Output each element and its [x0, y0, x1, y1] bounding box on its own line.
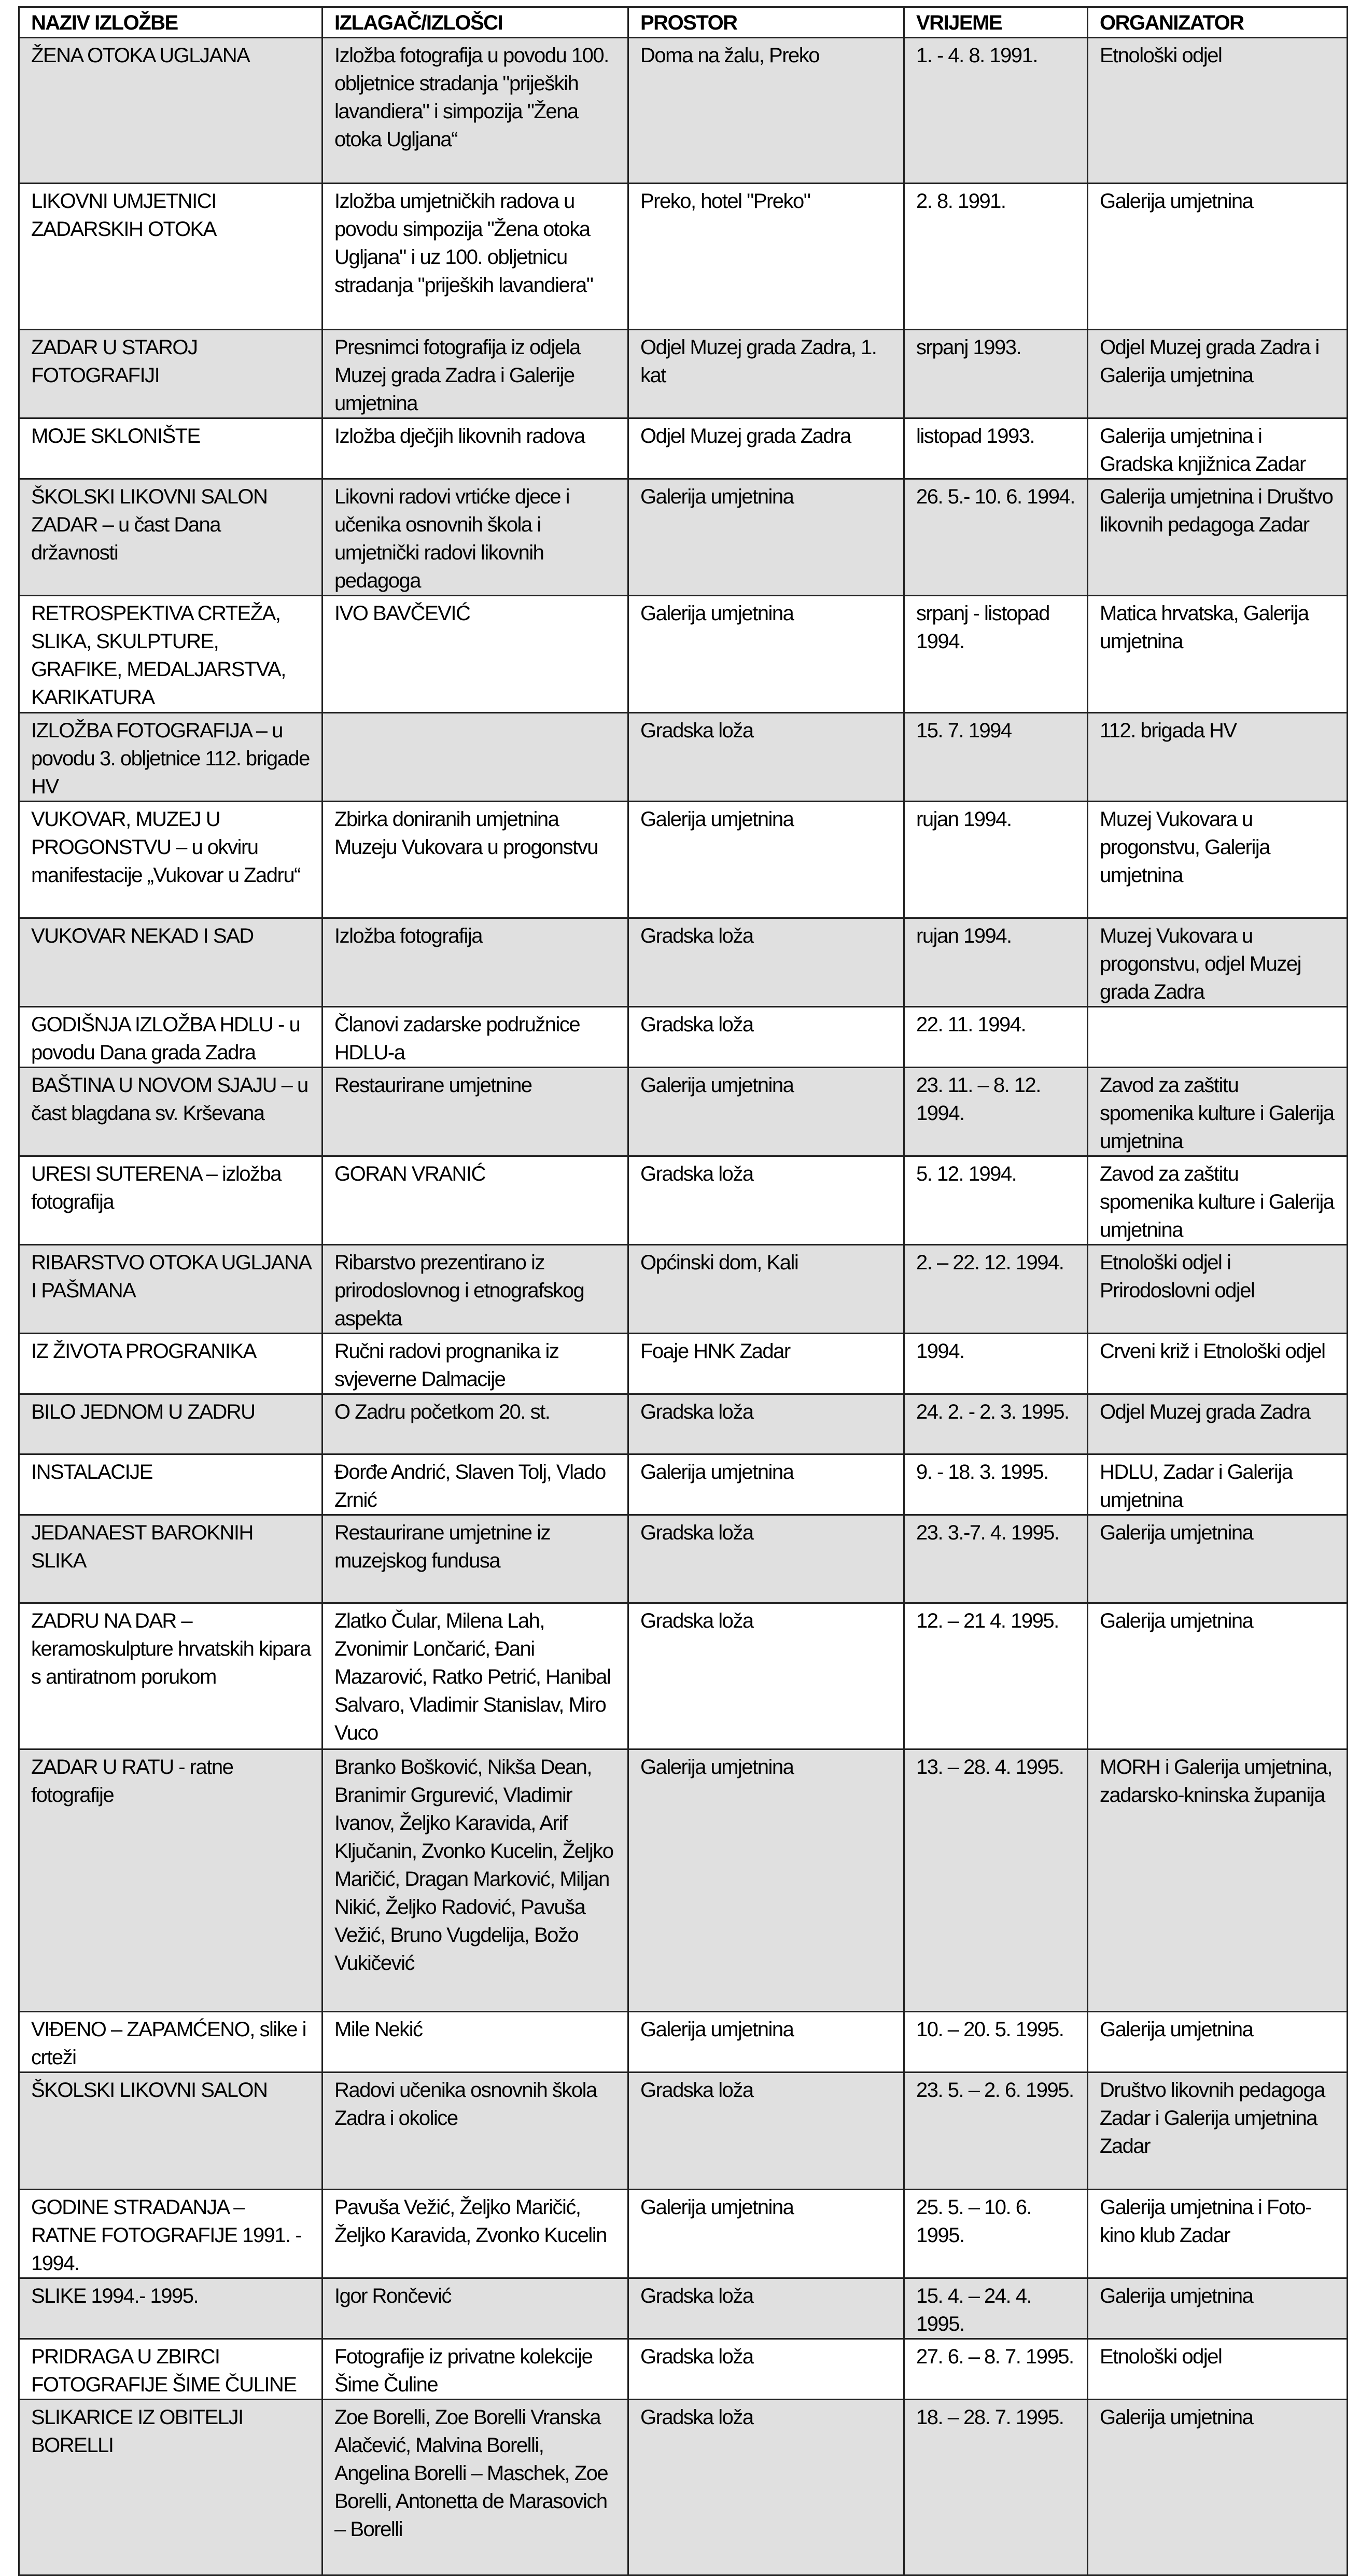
- cell-text: 24. 2. - 2. 3. 1995.: [916, 1401, 1069, 1423]
- cell-naziv: [19, 2400, 323, 2575]
- cell-text: Gradska loža: [640, 1521, 753, 1544]
- cell-text: Muzej Vukovara u progonstvu, odjel Muzej grada Zadra: [1100, 925, 1301, 1003]
- cell-prostor: [628, 418, 904, 479]
- header-organizator: ORGANIZATOR: [1088, 7, 1348, 38]
- cell-izlagac: [323, 713, 628, 802]
- cell-izlagac: [323, 1156, 628, 1245]
- cell-organizator: [1088, 2190, 1348, 2278]
- cell-vrijeme: [904, 184, 1088, 330]
- cell-naziv: [19, 2012, 323, 2073]
- cell-izlagac: [323, 2339, 628, 2400]
- cell-text: Galerija umjetnina: [1100, 1521, 1253, 1544]
- cell-prostor: [628, 1245, 904, 1334]
- cell-text: IZ ŽIVOTA PROGRANIKA: [31, 1340, 256, 1363]
- cell-vrijeme: [904, 1245, 1088, 1334]
- cell-organizator: [1088, 1603, 1348, 1749]
- cell-text: Općinski dom, Kali: [640, 1251, 798, 1274]
- cell-prostor: [628, 2073, 904, 2190]
- header-naziv-izlozbe: NAZIV IZLOŽBE: [19, 7, 323, 38]
- table-row: [19, 330, 1348, 418]
- cell-vrijeme: [904, 2339, 1088, 2400]
- cell-text: ZADAR U RATU - ratne fotografije: [31, 1756, 233, 1807]
- header-izlagac-izlosci: IZLAGAČ/IZLOŠCI: [323, 7, 628, 38]
- cell-text: Izložba fotografija u povodu 100. obljetnice stradanja "prijeških lavandiera" i simpozija "Žena otoka Ugljana“: [334, 44, 609, 151]
- table-row: [19, 1749, 1348, 2012]
- cell-text: INSTALACIJE: [31, 1461, 152, 1483]
- cell-text: Restaurirane umjetnine iz muzejskog fundusa: [334, 1521, 551, 1572]
- cell-text: Gradska loža: [640, 2079, 753, 2102]
- cell-naziv: [19, 918, 323, 1007]
- cell-prostor: [628, 1334, 904, 1394]
- cell-text: 18. – 28. 7. 1995.: [916, 2406, 1064, 2429]
- table-row: [19, 184, 1348, 330]
- cell-vrijeme: [904, 1156, 1088, 1245]
- cell-text: GODIŠNJA IZLOŽBA HDLU - u povodu Dana grada Zadra: [31, 1013, 300, 1064]
- cell-prostor: [628, 184, 904, 330]
- cell-vrijeme: [904, 802, 1088, 918]
- cell-text: Galerija umjetnina i Foto-kino klub Zadar: [1100, 2196, 1311, 2247]
- cell-text: Galerija umjetnina: [640, 602, 794, 625]
- cell-izlagac: [323, 1454, 628, 1515]
- cell-text: Radovi učenika osnovnih škola Zadra i okolice: [334, 2079, 597, 2130]
- cell-vrijeme: [904, 1454, 1088, 1515]
- cell-text: 27. 6. – 8. 7. 1995.: [916, 2345, 1074, 2368]
- cell-vrijeme: [904, 479, 1088, 596]
- cell-naziv: [19, 596, 323, 713]
- cell-text: 23. 5. – 2. 6. 1995.: [916, 2079, 1074, 2102]
- cell-text: Gradska loža: [640, 1163, 753, 1185]
- cell-naziv: [19, 2278, 323, 2339]
- cell-izlagac: [323, 2190, 628, 2278]
- cell-text: VIĐENO – ZAPAMĆENO, slike i crteži: [31, 2018, 306, 2069]
- cell-izlagac: [323, 479, 628, 596]
- cell-organizator: [1088, 479, 1348, 596]
- cell-text: Doma na žalu, Preko: [640, 44, 820, 67]
- table-row: [19, 2190, 1348, 2278]
- cell-text: MORH i Galerija umjetnina, zadarsko-kninska županija: [1100, 1756, 1332, 1807]
- table-row: [19, 2073, 1348, 2190]
- cell-text: 2. 8. 1991.: [916, 190, 1006, 213]
- cell-text: RETROSPEKTIVA CRTEŽA, SLIKA, SKULPTURE, GRAFIKE, MEDALJARSTVA, KARIKATURA: [31, 602, 286, 709]
- cell-text: Galerija umjetnina: [1100, 1609, 1253, 1632]
- cell-organizator: [1088, 596, 1348, 713]
- cell-text: GODINE STRADANJA – RATNE FOTOGRAFIJE 1991. - 1994.: [31, 2196, 302, 2275]
- cell-vrijeme: [904, 713, 1088, 802]
- cell-prostor: [628, 479, 904, 596]
- cell-izlagac: [323, 1068, 628, 1156]
- cell-organizator: [1088, 418, 1348, 479]
- cell-prostor: [628, 1156, 904, 1245]
- table-row: [19, 418, 1348, 479]
- cell-vrijeme: [904, 2278, 1088, 2339]
- table-row: [19, 38, 1348, 184]
- cell-text: Gradska loža: [640, 2285, 753, 2307]
- cell-text: Gradska loža: [640, 1609, 753, 1632]
- cell-text: 26. 5.- 10. 6. 1994.: [916, 485, 1075, 508]
- cell-prostor: [628, 1749, 904, 2012]
- table-row: [19, 2012, 1348, 2073]
- cell-prostor: [628, 2012, 904, 2073]
- cell-text: 1. - 4. 8. 1991.: [916, 44, 1037, 67]
- cell-organizator: [1088, 1007, 1348, 1068]
- cell-organizator: [1088, 918, 1348, 1007]
- cell-prostor: [628, 596, 904, 713]
- cell-text: 10. – 20. 5. 1995.: [916, 2018, 1064, 2041]
- cell-organizator: [1088, 2400, 1348, 2575]
- cell-text: ZADRU NA DAR – keramoskulpture hrvatskih kipara s antiratnom porukom: [31, 1609, 311, 1688]
- cell-vrijeme: [904, 1007, 1088, 1068]
- cell-naziv: [19, 184, 323, 330]
- cell-naziv: [19, 2073, 323, 2190]
- cell-text: JEDANAEST BAROKNIH SLIKA: [31, 1521, 253, 1572]
- cell-text: Galerija umjetnina: [640, 1074, 794, 1097]
- cell-naziv: [19, 1454, 323, 1515]
- cell-text: Odjel Muzej grada Zadra, 1. kat: [640, 336, 877, 387]
- cell-text: RIBARSTVO OTOKA UGLJANA I PAŠMANA: [31, 1251, 311, 1302]
- cell-text: 12. – 21 4. 1995.: [916, 1609, 1059, 1632]
- cell-text: Presnimci fotografija iz odjela Muzej grada Zadra i Galerije umjetnina: [334, 336, 580, 415]
- cell-izlagac: [323, 1245, 628, 1334]
- cell-vrijeme: [904, 418, 1088, 479]
- cell-text: Galerija umjetnina i Gradska knjižnica Zadar: [1100, 425, 1306, 475]
- cell-text: rujan 1994.: [916, 808, 1012, 831]
- cell-text: URESI SUTERENA – izložba fotografija: [31, 1163, 281, 1213]
- cell-text: MOJE SKLONIŠTE: [31, 425, 200, 447]
- table-row: [19, 1007, 1348, 1068]
- cell-vrijeme: [904, 1603, 1088, 1749]
- cell-text: Zoe Borelli, Zoe Borelli Vranska Alačević, Malvina Borelli, Angelina Borelli – Maschek, Zoe Borelli, Antonetta de Marasovich – Borelli: [334, 2406, 608, 2541]
- cell-text: Etnološki odjel i Prirodoslovni odjel: [1100, 1251, 1255, 1302]
- cell-text: HDLU, Zadar i Galerija umjetnina: [1100, 1461, 1293, 1511]
- table-row: [19, 1156, 1348, 1245]
- cell-organizator: [1088, 1749, 1348, 2012]
- cell-organizator: [1088, 2073, 1348, 2190]
- cell-organizator: [1088, 1394, 1348, 1454]
- cell-izlagac: [323, 1394, 628, 1454]
- table-row: [19, 1454, 1348, 1515]
- cell-text: Odjel Muzej grada Zadra: [640, 425, 851, 447]
- table-row: [19, 2339, 1348, 2400]
- cell-text: Društvo likovnih pedagoga Zadar i Galerija umjetnina Zadar: [1100, 2079, 1325, 2158]
- cell-izlagac: [323, 184, 628, 330]
- cell-text: Etnološki odjel: [1100, 44, 1222, 67]
- cell-naziv: [19, 1156, 323, 1245]
- cell-organizator: [1088, 2278, 1348, 2339]
- cell-naziv: [19, 1334, 323, 1394]
- cell-text: Galerija umjetnina: [640, 2196, 794, 2219]
- cell-prostor: [628, 713, 904, 802]
- table-header-row: [19, 7, 1348, 38]
- cell-prostor: [628, 802, 904, 918]
- table-row: [19, 2400, 1348, 2575]
- cell-izlagac: [323, 1007, 628, 1068]
- header-prostor: PROSTOR: [628, 7, 904, 38]
- cell-izlagac: [323, 418, 628, 479]
- cell-text: Galerija umjetnina: [1100, 2018, 1253, 2041]
- cell-text: Odjel Muzej grada Zadra i Galerija umjetnina: [1100, 336, 1319, 387]
- cell-text: Mile Nekić: [334, 2018, 423, 2041]
- cell-text: Gradska loža: [640, 2406, 753, 2429]
- cell-text: Gradska loža: [640, 1013, 753, 1036]
- table-row: [19, 1334, 1348, 1394]
- cell-text: srpanj 1993.: [916, 336, 1021, 359]
- table-row: [19, 479, 1348, 596]
- cell-text: Matica hrvatska, Galerija umjetnina: [1100, 602, 1309, 653]
- cell-naziv: [19, 2339, 323, 2400]
- cell-text: Fotografije iz privatne kolekcije Šime Čuline: [334, 2345, 593, 2396]
- cell-text: 25. 5. – 10. 6. 1995.: [916, 2196, 1032, 2247]
- cell-izlagac: [323, 1603, 628, 1749]
- cell-text: Galerija umjetnina: [1100, 190, 1253, 213]
- cell-text: 15. 7. 1994: [916, 719, 1012, 742]
- cell-text: 112. brigada HV: [1100, 719, 1237, 742]
- cell-text: Zavod za zaštitu spomenika kulture i Galerija umjetnina: [1100, 1074, 1334, 1153]
- cell-naziv: [19, 1068, 323, 1156]
- cell-text: Crveni križ i Etnološki odjel: [1100, 1340, 1325, 1363]
- cell-text: Zavod za zaštitu spomenika kulture i Galerija umjetnina: [1100, 1163, 1334, 1241]
- cell-text: Zlatko Čular, Milena Lah, Zvonimir Lončarić, Đani Mazarović, Ratko Petrić, Hanibal Salvaro, Vladimir Stanislav, Miro Vuco: [334, 1609, 611, 1744]
- cell-izlagac: [323, 2012, 628, 2073]
- cell-naziv: [19, 479, 323, 596]
- cell-text: Ribarstvo prezentirano iz prirodoslovnog i etnografskog aspekta: [334, 1251, 584, 1330]
- cell-text: 23. 11. – 8. 12. 1994.: [916, 1074, 1041, 1125]
- cell-text: Gradska loža: [640, 2345, 753, 2368]
- cell-vrijeme: [904, 1394, 1088, 1454]
- cell-vrijeme: [904, 1068, 1088, 1156]
- cell-text: VUKOVAR NEKAD I SAD: [31, 925, 254, 947]
- cell-text: LIKOVNI UMJETNICI ZADARSKIH OTOKA: [31, 190, 216, 241]
- cell-prostor: [628, 2190, 904, 2278]
- cell-text: Galerija umjetnina: [1100, 2406, 1253, 2429]
- cell-organizator: [1088, 802, 1348, 918]
- cell-text: Izložba umjetničkih radova u povodu simpozija "Žena otoka Ugljana" i uz 100. obljetnicu stradanja "prijeških lavandiera": [334, 190, 593, 297]
- cell-naziv: [19, 802, 323, 918]
- cell-text: IZLOŽBA FOTOGRAFIJA – u povodu 3. obljetnice 112. brigade HV: [31, 719, 310, 798]
- cell-text: BAŠTINA U NOVOM SJAJU – u čast blagdana sv. Krševana: [31, 1074, 308, 1125]
- cell-text: Galerija umjetnina: [1100, 2285, 1253, 2307]
- cell-prostor: [628, 2278, 904, 2339]
- cell-prostor: [628, 1454, 904, 1515]
- table-row: [19, 918, 1348, 1007]
- cell-izlagac: [323, 2073, 628, 2190]
- cell-izlagac: [323, 802, 628, 918]
- cell-text: Igor Rončević: [334, 2285, 452, 2307]
- cell-organizator: [1088, 38, 1348, 184]
- cell-text: 23. 3.-7. 4. 1995.: [916, 1521, 1059, 1544]
- cell-izlagac: [323, 2278, 628, 2339]
- cell-izlagac: [323, 1749, 628, 2012]
- cell-naziv: [19, 330, 323, 418]
- cell-organizator: [1088, 2339, 1348, 2400]
- cell-naziv: [19, 1394, 323, 1454]
- cell-organizator: [1088, 330, 1348, 418]
- cell-organizator: [1088, 1156, 1348, 1245]
- cell-prostor: [628, 1394, 904, 1454]
- cell-text: Muzej Vukovara u progonstvu, Galerija umjetnina: [1100, 808, 1270, 887]
- cell-text: Izložba dječjih likovnih radova: [334, 425, 585, 447]
- table-row: [19, 1603, 1348, 1749]
- cell-izlagac: [323, 1334, 628, 1394]
- cell-prostor: [628, 1515, 904, 1603]
- cell-naziv: [19, 1245, 323, 1334]
- cell-vrijeme: [904, 38, 1088, 184]
- cell-text: BILO JEDNOM U ZADRU: [31, 1401, 255, 1423]
- cell-prostor: [628, 1007, 904, 1068]
- cell-text: Gradska loža: [640, 719, 753, 742]
- cell-prostor: [628, 1068, 904, 1156]
- cell-text: ŽENA OTOKA UGLJANA: [31, 44, 250, 67]
- cell-text: Odjel Muzej grada Zadra: [1100, 1401, 1310, 1423]
- cell-text: SLIKARICE IZ OBITELJI BORELLI: [31, 2406, 243, 2457]
- cell-vrijeme: [904, 1515, 1088, 1603]
- cell-text: srpanj - listopad 1994.: [916, 602, 1049, 653]
- cell-naziv: [19, 2190, 323, 2278]
- cell-vrijeme: [904, 2012, 1088, 2073]
- cell-text: VUKOVAR, MUZEJ U PROGONSTVU – u okviru manifestacije „Vukovar u Zadru“: [31, 808, 300, 887]
- cell-text: SLIKE 1994.- 1995.: [31, 2285, 199, 2307]
- cell-text: Pavuša Vežić, Željko Maričić, Željko Karavida, Zvonko Kucelin: [334, 2196, 607, 2247]
- cell-izlagac: [323, 2400, 628, 2575]
- cell-text: 15. 4. – 24. 4. 1995.: [916, 2285, 1032, 2335]
- cell-text: 9. - 18. 3. 1995.: [916, 1461, 1048, 1483]
- cell-text: Izložba fotografija: [334, 925, 483, 947]
- cell-text: GORAN VRANIĆ: [334, 1163, 485, 1185]
- cell-naziv: [19, 1603, 323, 1749]
- cell-naziv: [19, 1749, 323, 2012]
- cell-text: ŠKOLSKI LIKOVNI SALON ZADAR – u čast Dana državnosti: [31, 485, 268, 564]
- cell-text: Galerija umjetnina: [640, 1461, 794, 1483]
- cell-text: Branko Bošković, Nikša Dean, Branimir Grgurević, Vladimir Ivanov, Željko Karavida, Arif Ključanin, Zvonko Kucelin, Željko Maričić, Dragan Marković, Miljan Nikić, Željko Radović, Pavuša Vežić, Bruno Vugdelija, Božo Vukičević: [334, 1756, 613, 1975]
- cell-text: Restaurirane umjetnine: [334, 1074, 532, 1097]
- cell-text: Zbirka doniranih umjetnina Muzeju Vukovara u progonstvu: [334, 808, 598, 859]
- cell-prostor: [628, 2339, 904, 2400]
- cell-text: Đorđe Andrić, Slaven Tolj, Vlado Zrnić: [334, 1461, 606, 1511]
- cell-naziv: [19, 713, 323, 802]
- cell-vrijeme: [904, 2400, 1088, 2575]
- cell-prostor: [628, 918, 904, 1007]
- cell-izlagac: [323, 38, 628, 184]
- cell-organizator: [1088, 713, 1348, 802]
- cell-text: rujan 1994.: [916, 925, 1012, 947]
- table-row: [19, 2278, 1348, 2339]
- table-row: [19, 802, 1348, 918]
- cell-izlagac: [323, 1515, 628, 1603]
- cell-prostor: [628, 330, 904, 418]
- cell-text: Gradska loža: [640, 1401, 753, 1423]
- cell-text: Galerija umjetnina i Društvo likovnih pedagoga Zadar: [1100, 485, 1333, 536]
- cell-text: PRIDRAGA U ZBIRCI FOTOGRAFIJE ŠIME ČULINE: [31, 2345, 297, 2396]
- cell-vrijeme: [904, 596, 1088, 713]
- cell-naziv: [19, 1007, 323, 1068]
- table-row: [19, 713, 1348, 802]
- cell-text: 2. – 22. 12. 1994.: [916, 1251, 1064, 1274]
- cell-prostor: [628, 2400, 904, 2575]
- cell-text: Gradska loža: [640, 925, 753, 947]
- cell-naziv: [19, 1515, 323, 1603]
- cell-text: Preko, hotel "Preko": [640, 190, 810, 213]
- cell-vrijeme: [904, 1749, 1088, 2012]
- cell-organizator: [1088, 2012, 1348, 2073]
- cell-text: Foaje HNK Zadar: [640, 1340, 790, 1363]
- cell-text: 22. 11. 1994.: [916, 1013, 1026, 1036]
- cell-izlagac: [323, 918, 628, 1007]
- cell-organizator: [1088, 1454, 1348, 1515]
- cell-text: Likovni radovi vrtićke djece i učenika osnovnih škola i umjetnički radovi likovnih pedagoga: [334, 485, 569, 592]
- cell-organizator: [1088, 1334, 1348, 1394]
- cell-text: 1994.: [916, 1340, 964, 1363]
- cell-text: ŠKOLSKI LIKOVNI SALON: [31, 2079, 268, 2102]
- cell-text: O Zadru početkom 20. st.: [334, 1401, 550, 1423]
- table-row: [19, 1394, 1348, 1454]
- cell-vrijeme: [904, 2190, 1088, 2278]
- cell-organizator: [1088, 1245, 1348, 1334]
- cell-text: Galerija umjetnina: [640, 485, 794, 508]
- cell-text: listopad 1993.: [916, 425, 1035, 447]
- exhibitions-table: [18, 6, 1348, 2576]
- cell-text: Ručni radovi prognanika iz svjeverne Dalmacije: [334, 1340, 559, 1391]
- cell-text: Etnološki odjel: [1100, 2345, 1222, 2368]
- table-body: [19, 38, 1348, 2575]
- cell-prostor: [628, 1603, 904, 1749]
- cell-organizator: [1088, 1068, 1348, 1156]
- cell-text: IVO BAVČEVIĆ: [334, 602, 470, 625]
- cell-vrijeme: [904, 2073, 1088, 2190]
- cell-prostor: [628, 38, 904, 184]
- cell-vrijeme: [904, 330, 1088, 418]
- cell-organizator: [1088, 1515, 1348, 1603]
- cell-vrijeme: [904, 1334, 1088, 1394]
- table-row: [19, 1515, 1348, 1603]
- header-vrijeme: VRIJEME: [904, 7, 1088, 38]
- cell-text: Galerija umjetnina: [640, 808, 794, 831]
- cell-text: Članovi zadarske podružnice HDLU-a: [334, 1013, 580, 1064]
- table-row: [19, 596, 1348, 713]
- cell-izlagac: [323, 596, 628, 713]
- cell-izlagac: [323, 330, 628, 418]
- cell-text: ZADAR U STAROJ FOTOGRAFIJI: [31, 336, 198, 387]
- exhibitions-document: [18, 6, 1347, 2576]
- table-row: [19, 1245, 1348, 1334]
- cell-organizator: [1088, 184, 1348, 330]
- cell-text: Galerija umjetnina: [640, 1756, 794, 1779]
- cell-naziv: [19, 418, 323, 479]
- cell-vrijeme: [904, 918, 1088, 1007]
- cell-text: 5. 12. 1994.: [916, 1163, 1017, 1185]
- cell-text: 13. – 28. 4. 1995.: [916, 1756, 1064, 1779]
- cell-naziv: [19, 38, 323, 184]
- table-row: [19, 1068, 1348, 1156]
- cell-text: Galerija umjetnina: [640, 2018, 794, 2041]
